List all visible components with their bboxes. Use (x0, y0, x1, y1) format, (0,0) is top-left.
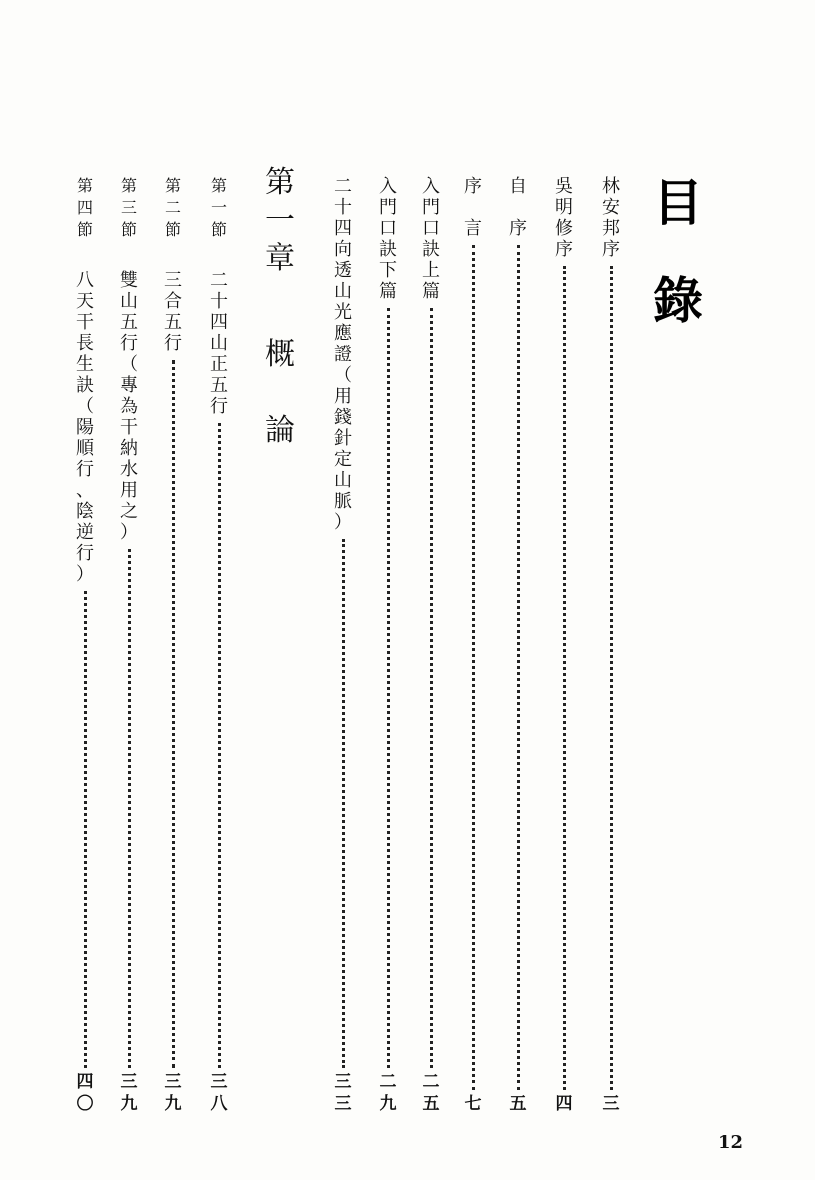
glyph: 山 (334, 470, 352, 491)
glyph: 上 (422, 260, 440, 281)
leader-dots (610, 266, 613, 1090)
glyph: 陰 (76, 501, 94, 522)
glyph: 納 (120, 438, 138, 459)
glyph: 透 (334, 260, 352, 281)
section-label (208, 178, 230, 419)
glyph: 節 (164, 220, 181, 239)
entry-page (462, 1096, 484, 1118)
glyph: 行 (210, 396, 228, 417)
entry-page (420, 1074, 442, 1118)
entry-label (377, 178, 399, 304)
glyph: 八 (210, 1094, 228, 1114)
glyph: 五 (164, 312, 182, 333)
entry-label (553, 178, 575, 262)
glyph: 干 (120, 417, 138, 438)
glyph: 陽 (76, 417, 94, 438)
glyph: 篇 (379, 281, 397, 302)
glyph: 正 (210, 354, 228, 375)
glyph (265, 378, 295, 416)
glyph: 安 (602, 197, 620, 218)
glyph: 五 (422, 1094, 440, 1114)
leader-dots (84, 591, 87, 1068)
glyph: 天 (76, 291, 94, 312)
glyph: 用 (120, 480, 138, 501)
glyph: 生 (76, 354, 94, 375)
glyph: 第 (210, 176, 227, 195)
glyph: 第 (164, 176, 181, 195)
glyph: 之 (120, 501, 138, 522)
glyph: 三 (334, 1094, 352, 1114)
glyph: 四 (334, 218, 352, 239)
glyph: 九 (379, 1094, 397, 1114)
glyph: 七 (464, 1094, 482, 1114)
toc-entry-4[interactable] (462, 178, 484, 1118)
glyph: 一 (265, 203, 295, 238)
toc-entry-1[interactable] (600, 178, 622, 1118)
glyph: 行 (164, 333, 182, 354)
glyph: 吳 (555, 176, 573, 197)
glyph: ） (334, 512, 352, 533)
chapter-label (265, 165, 295, 282)
toc-section-3[interactable] (118, 178, 140, 1118)
toc-title (648, 174, 708, 330)
entry-label (507, 178, 529, 241)
toc-entry-2[interactable] (553, 178, 575, 1118)
glyph: （ (334, 365, 352, 386)
glyph: 山 (210, 333, 228, 354)
glyph: 自 (509, 176, 527, 197)
glyph: 三 (164, 1072, 182, 1092)
entry-label (332, 178, 354, 535)
leader-dots (128, 549, 131, 1068)
glyph: 三 (120, 198, 137, 217)
leader-dots (172, 360, 175, 1068)
glyph: 行 (76, 459, 94, 480)
toc-entry-3[interactable] (507, 178, 529, 1118)
glyph: 邦 (602, 218, 620, 239)
title-char-2: 錄 (653, 272, 703, 330)
glyph: 專 (120, 375, 138, 396)
glyph: 門 (422, 197, 440, 218)
glyph: 二 (210, 270, 228, 291)
glyph: 十 (334, 197, 352, 218)
glyph: 三 (120, 1072, 138, 1092)
toc-entry-6[interactable] (377, 178, 399, 1118)
title-char-1: 目 (653, 174, 703, 232)
glyph: 、 (76, 480, 94, 501)
toc-section-2[interactable] (162, 178, 184, 1118)
glyph: 論 (265, 413, 295, 448)
section-label (118, 178, 140, 545)
leader-dots (472, 245, 475, 1090)
glyph: 三 (334, 1072, 352, 1092)
page-number: 12 (718, 1132, 744, 1153)
glyph (462, 199, 484, 220)
glyph: 修 (555, 218, 573, 239)
glyph: 行 (120, 333, 138, 354)
glyph: 五 (210, 375, 228, 396)
glyph: 針 (334, 428, 352, 449)
entry-page (377, 1074, 399, 1118)
toc-entry-7[interactable] (332, 178, 354, 1118)
glyph: 四 (210, 312, 228, 333)
section-page (74, 1074, 96, 1118)
glyph: 山 (334, 281, 352, 302)
glyph: （ (76, 396, 94, 417)
glyph: 逆 (76, 522, 94, 543)
leader-dots (387, 308, 390, 1068)
glyph: 序 (509, 218, 527, 239)
glyph: 光 (334, 302, 352, 323)
glyph: 二 (422, 1072, 440, 1092)
glyph: 〇 (76, 1094, 94, 1114)
glyph: 序 (602, 239, 620, 260)
glyph: 定 (334, 449, 352, 470)
glyph: 二 (334, 176, 352, 197)
glyph: 序 (464, 176, 482, 197)
glyph: 長 (76, 333, 94, 354)
chapter-heading[interactable] (258, 165, 302, 454)
glyph: 十 (210, 291, 228, 312)
entry-label (462, 178, 484, 241)
glyph: 節 (210, 220, 227, 239)
glyph: 合 (164, 291, 182, 312)
glyph: 為 (120, 396, 138, 417)
entry-label (600, 178, 622, 262)
glyph: 三 (602, 1094, 620, 1114)
glyph: 林 (602, 176, 620, 197)
glyph: 入 (422, 176, 440, 197)
glyph: 九 (120, 1094, 138, 1114)
glyph: 第 (76, 176, 93, 195)
glyph: 訣 (76, 375, 94, 396)
glyph: 二 (379, 1072, 397, 1092)
glyph: 門 (379, 197, 397, 218)
glyph: 雙 (120, 270, 138, 291)
leader-dots (342, 539, 345, 1068)
glyph (507, 199, 529, 220)
glyph: （ (120, 354, 138, 375)
entry-page (507, 1096, 529, 1118)
glyph: 用 (334, 386, 352, 407)
glyph: 序 (555, 239, 573, 260)
glyph: 概 (265, 337, 295, 372)
glyph: 二 (164, 198, 181, 217)
glyph: 五 (120, 312, 138, 333)
glyph: 三 (210, 1072, 228, 1092)
glyph: 八 (76, 270, 94, 291)
glyph: 三 (164, 270, 182, 291)
glyph: ） (76, 564, 94, 585)
glyph: 口 (422, 218, 440, 239)
glyph: 五 (509, 1094, 527, 1114)
glyph: 應 (334, 323, 352, 344)
glyph: 節 (76, 220, 93, 239)
glyph: 節 (120, 220, 137, 239)
leader-dots (517, 245, 520, 1090)
glyph: 章 (265, 241, 295, 276)
glyph: 脈 (334, 491, 352, 512)
glyph: 四 (76, 198, 93, 217)
glyph: 證 (334, 344, 352, 365)
toc-entry-5[interactable] (420, 178, 442, 1118)
entry-page (553, 1096, 575, 1118)
glyph: 言 (464, 218, 482, 239)
leader-dots (430, 308, 433, 1068)
glyph: 入 (379, 176, 397, 197)
glyph: 四 (555, 1094, 573, 1114)
leader-dots (218, 423, 221, 1068)
glyph: 向 (334, 239, 352, 260)
glyph: 第 (265, 165, 295, 200)
entry-page (332, 1074, 354, 1118)
section-page (208, 1074, 230, 1118)
glyph: 水 (120, 459, 138, 480)
glyph: 下 (379, 260, 397, 281)
glyph: 口 (379, 218, 397, 239)
leader-dots (563, 266, 566, 1090)
toc-section-4[interactable] (74, 178, 96, 1118)
section-label (162, 178, 184, 356)
entry-page (600, 1096, 622, 1118)
glyph: 訣 (379, 239, 397, 260)
glyph: 明 (555, 197, 573, 218)
glyph: 干 (76, 312, 94, 333)
glyph: 篇 (422, 281, 440, 302)
glyph: 四 (76, 1072, 94, 1092)
chapter-title (265, 337, 295, 454)
glyph: 九 (164, 1094, 182, 1114)
glyph: 一 (210, 198, 227, 217)
glyph: 山 (120, 291, 138, 312)
section-page (118, 1074, 140, 1118)
section-label (74, 178, 96, 587)
glyph: 順 (76, 438, 94, 459)
glyph: 行 (76, 543, 94, 564)
glyph: 訣 (422, 239, 440, 260)
section-page (162, 1074, 184, 1118)
glyph: ） (120, 522, 138, 543)
entry-label (420, 178, 442, 304)
glyph: 錢 (334, 407, 352, 428)
toc-section-1[interactable] (208, 178, 230, 1118)
glyph: 第 (120, 176, 137, 195)
